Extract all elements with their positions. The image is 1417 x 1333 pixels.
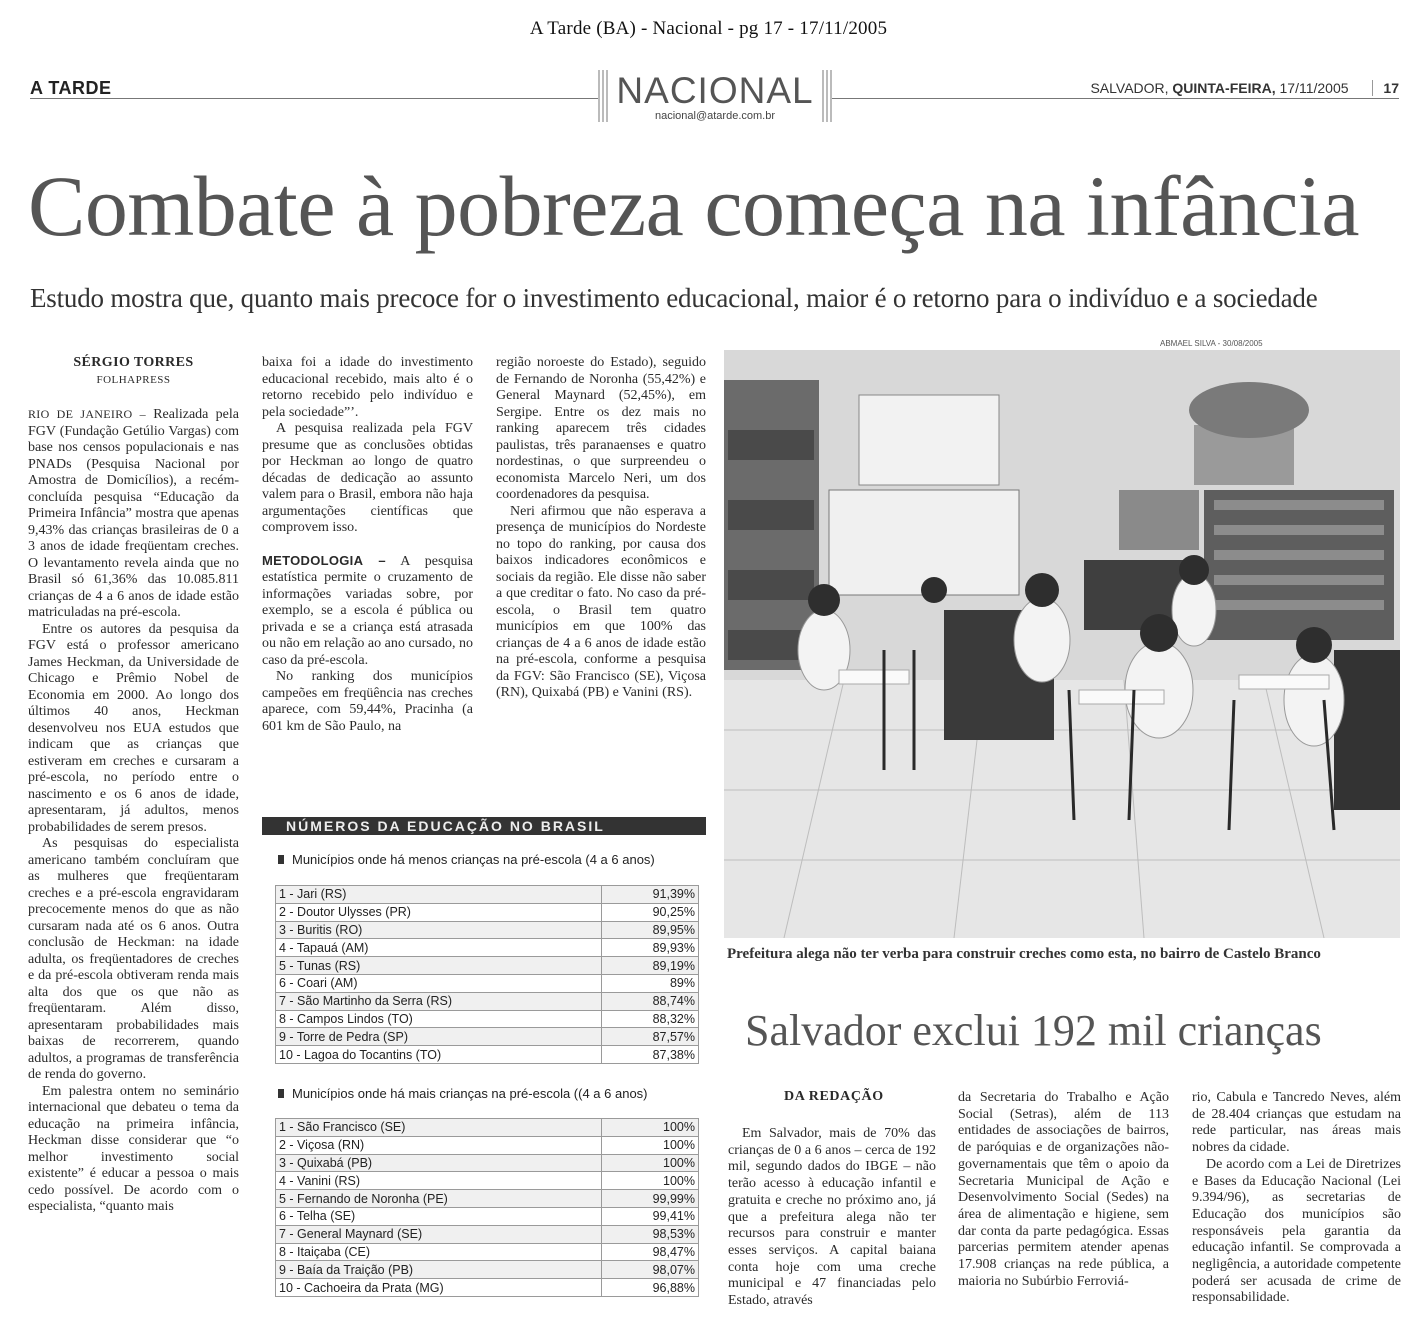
dateline — [1090, 80, 1399, 96]
municipality-name: 1 - São Francisco (SE) — [276, 1119, 602, 1137]
percentage-value: 98,07% — [602, 1261, 699, 1279]
dateline-date: 17/11/2005 — [1279, 80, 1349, 96]
municipality-name: 5 - Tunas (RS) — [276, 957, 602, 975]
municipality-name: 7 - São Martinho da Serra (RS) — [276, 992, 602, 1010]
percentage-value: 89,95% — [602, 921, 699, 939]
subheadline: Estudo mostra que, quanto mais precoce for o investimento educacional, maior é o retorno para o indivíduo e a sociedade — [30, 283, 1318, 313]
table1-heading-text: Municípios onde há menos crianças na pré-escola (4 a 6 anos) — [292, 852, 655, 867]
municipality-name: 3 - Buritis (RO) — [276, 921, 602, 939]
table-row — [276, 886, 699, 904]
table-row — [276, 1010, 699, 1028]
municipality-name: 2 - Doutor Ulysses (PR) — [276, 903, 602, 921]
municipality-name: 6 - Telha (SE) — [276, 1207, 602, 1225]
article-column-1 — [28, 355, 239, 1216]
section-banner — [598, 70, 832, 126]
sidebar-column-2 — [958, 1090, 1169, 1290]
table-most-preschool — [275, 1118, 699, 1297]
table2-heading — [278, 1086, 648, 1101]
infobox-title: NÚMEROS DA EDUCAÇÃO NO BRASIL — [262, 817, 706, 835]
dateline-city: SALVADOR, — [1090, 80, 1169, 96]
table-row — [276, 903, 699, 921]
municipality-name: 4 - Tapauá (AM) — [276, 939, 602, 957]
table-row — [276, 1207, 699, 1225]
municipality-name: 7 - General Maynard (SE) — [276, 1225, 602, 1243]
headline: Combate à pobreza começa na infância — [28, 158, 1359, 254]
percentage-value: 100% — [602, 1172, 699, 1190]
table-row — [276, 957, 699, 975]
classroom-photo-image — [724, 350, 1400, 938]
municipality-name: 3 - Quixabá (PB) — [276, 1154, 602, 1172]
page-header: A Tarde (BA) - Nacional - pg 17 - 17/11/2005 — [529, 18, 888, 39]
article-paragraph: Neri afirmou que não esperava a presença de municípios do Nordeste no topo do ranking, por causa dos baixos indicadores econômicos e sociais da região. Ele disse não saber a que creditar o fato. No caso da pré-escola, o Brasil tem quatro municípios em que 100% das crianças de 4 a 6 anos de idade estão na pré-escola, conforme a pesquisa da FGV: São Francisco (SE), Viçosa (RN), Quixabá (PB) e Vanini (RS). — [496, 503, 706, 700]
table-row — [276, 1190, 699, 1208]
municipality-name: 10 - Cachoeira da Prata (MG) — [276, 1279, 602, 1297]
article-paragraph — [28, 406, 239, 622]
article-paragraph: baixa foi a idade do investimento educacional recebido, mais alto é o retorno recebido pelo indivíduo e pela sociedade”’. — [262, 355, 473, 420]
percentage-value: 98,47% — [602, 1243, 699, 1261]
article-paragraph: rio, Cabula e Tancredo Neves, além de 28.404 crianças que estudam na rede particular, nas áreas mais nobres da cidade. — [1192, 1090, 1401, 1156]
sidebar-byline: DA REDAÇÃO — [784, 1089, 884, 1104]
article-paragraph — [262, 553, 473, 670]
percentage-value: 100% — [602, 1154, 699, 1172]
newspaper-logo: A TARDE — [30, 78, 112, 98]
article-column-2 — [262, 355, 473, 735]
table-row — [276, 992, 699, 1010]
bullet-square-icon — [278, 855, 284, 864]
municipality-name: 4 - Vanini (RS) — [276, 1172, 602, 1190]
section-kicker: METODOLOGIA – — [262, 552, 386, 568]
percentage-value: 99,99% — [602, 1190, 699, 1208]
photo-credit: ABMAEL SILVA - 30/08/2005 — [1160, 339, 1263, 348]
percentage-value: 98,53% — [602, 1225, 699, 1243]
table-row — [276, 1154, 699, 1172]
sidebar-column-1 — [728, 1126, 936, 1310]
municipality-name: 8 - Campos Lindos (TO) — [276, 1010, 602, 1028]
article-paragraph: Em palestra ontem no seminário internacional que debateu o tema da educação na primeira infância, Heckman disse considerar que “o melhor investimento social existente” é educar a pessoa o mais cedo possível. De acordo com o especialista, “quanto mais — [28, 1083, 239, 1214]
percentage-value: 89% — [602, 974, 699, 992]
percentage-value: 99,41% — [602, 1207, 699, 1225]
percentage-value: 90,25% — [602, 903, 699, 921]
table2-heading-text: Municípios onde há mais crianças na pré-escola ((4 a 6 anos) — [292, 1086, 648, 1101]
bullet-square-icon — [278, 1089, 284, 1098]
section-name: NACIONAL — [616, 70, 814, 111]
table-least-preschool — [275, 885, 699, 1064]
page-number: 17 — [1372, 80, 1399, 96]
percentage-value: 91,39% — [602, 886, 699, 904]
percentage-value: 89,93% — [602, 939, 699, 957]
article-paragraph: A pesquisa realizada pela FGV presume que as conclusões obtidas por Heckman ao longo de quatro décadas de dedicação ao assunto valem para o Brasil, embora não haja argumentações científicas que comprovem isso. — [262, 421, 473, 535]
table-row — [276, 1225, 699, 1243]
article-paragraph: Em Salvador, mais de 70% das crianças de 0 a 6 anos – cerca de 192 mil, segundo dados do IBGE – não terão acesso à educação infantil e gratuita e creche no próximo ano, já que a prefeitura alega não ter recursos para construir e manter esses serviços. A capital baiana conta hoje com uma creche municipal e 47 financiadas pelo Estado, através — [728, 1126, 936, 1309]
percentage-value: 88,32% — [602, 1010, 699, 1028]
percentage-value: 100% — [602, 1136, 699, 1154]
municipality-name: 5 - Fernando de Noronha (PE) — [276, 1190, 602, 1208]
municipality-name: 8 - Itaiçaba (CE) — [276, 1243, 602, 1261]
percentage-value: 96,88% — [602, 1279, 699, 1297]
table-row — [276, 1136, 699, 1154]
photo-caption: Prefeitura alega não ter verba para construir creches como esta, no bairro de Castelo Branco — [727, 946, 1321, 962]
table-row — [276, 1279, 699, 1297]
municipality-name: 9 - Torre de Pedra (SP) — [276, 1028, 602, 1046]
table-row — [276, 1243, 699, 1261]
dateline-weekday: QUINTA-FEIRA, — [1172, 80, 1276, 96]
byline-author: SÉRGIO TORRES — [73, 355, 194, 370]
article-paragraph: As pesquisas do especialista americano também concluíram que as mulheres que freqüentaram creches e a pré-escola engravidaram precocemente menos do que as não cursaram nada até os 6 anos. Outra conclusão de Heckman: na idade adulta, os freqüentadores de creches e da pré-escola obtiveram renda mais alta dos que os que não as freqüentaram. Além disso, apresentaram probabilidades mais baixas de recorrerem, quando adultos, a programas de transferência de renda do governo. — [28, 836, 239, 1082]
percentage-value: 87,38% — [602, 1046, 699, 1064]
classroom-photo — [724, 350, 1400, 938]
article-paragraph: Entre os autores da pesquisa da FGV está o professor americano James Heckman, da Universidade de Chicago e Prêmio Nobel de Economia em 2000. Ao longo dos últimos 40 anos, Heckman desenvolveu nos EUA estudos que indicam que as crianças que estiveram em creches e cursaram a pré-escola, no período entre o nascimento e os 6 anos de idade, apresentaram, já adultos, menos probabilidades de serem presos. — [28, 621, 239, 835]
article-column-3 — [496, 355, 706, 702]
section-banner-left-bars — [598, 70, 608, 122]
article-text: A pesquisa estatística permite o cruzamento de informações variadas sobre, por exemplo, se a escola é pública ou privada e se a criança está atrasada ou não em relação ao ano cursado, no caso da pré-escola. — [262, 553, 473, 668]
sidebar-headline: Salvador exclui 192 mil crianças — [745, 1006, 1322, 1055]
table-row — [276, 1028, 699, 1046]
article-paragraph: No ranking dos municípios campeões em freqüência nas creches aparece, com 59,44%, Pracinha (a 601 km de São Paulo, na — [262, 669, 473, 734]
article-dateline: RIO DE JANEIRO – — [28, 407, 146, 421]
table1-heading — [278, 852, 655, 867]
article-paragraph: região noroeste do Estado), seguido de Fernando de Noronha (55,42%) e General Maynard (52,45%), em Sergipe. Entre os dez mais no ranking aparecem três cidades paulistas, três paranaenses e quatro nordestinas, o que surpreendeu o economista Marcelo Neri, um dos coordenadores da pesquisa. — [496, 355, 706, 502]
table-row — [276, 939, 699, 957]
municipality-name: 1 - Jari (RS) — [276, 886, 602, 904]
table-row — [276, 1261, 699, 1279]
percentage-value: 87,57% — [602, 1028, 699, 1046]
table-row — [276, 921, 699, 939]
section-banner-right-bars — [822, 70, 832, 122]
municipality-name: 10 - Lagoa do Tocantins (TO) — [276, 1046, 602, 1064]
table-row — [276, 1046, 699, 1064]
table-row — [276, 1172, 699, 1190]
percentage-value: 88,74% — [602, 992, 699, 1010]
byline-agency: FOLHAPRESS — [96, 373, 171, 386]
article-paragraph: da Secretaria do Trabalho e Ação Social (Setras), além de 113 entidades de associações de bairros, de paróquias e de organizações não-governamentais que têm o apoio da Secretaria Municipal de Ação e Desenvolvimento Social (Sedes) na área de alimentação e higiene, sem dar conta da parte pedagógica. Essas parcerias permitem atender apenas 17.908 crianças na rede pública, a maioria no Subúrbio Ferroviá- — [958, 1090, 1169, 1289]
table-row — [276, 1119, 699, 1137]
municipality-name: 9 - Baía da Traição (PB) — [276, 1261, 602, 1279]
percentage-value: 100% — [602, 1119, 699, 1137]
table-row — [276, 974, 699, 992]
sidebar-column-3 — [1192, 1090, 1401, 1307]
percentage-value: 89,19% — [602, 957, 699, 975]
section-email: nacional@atarde.com.br — [654, 110, 775, 122]
article-text: Realizada pela FGV (Fundação Getúlio Vargas) com base nos censos populacionais e nas PNADs (Pesquisa Nacional por Amostra de Domicílios), a recém-concluída pesquisa “Educação da Primeira Infância” mostra que apenas 9,43% das crianças brasileiras de 0 a 3 anos de idade freqüentam creches. O levantamento revela ainda que no Brasil só 61,36% das 10.085.811 crianças de 4 a 6 anos de idade estão matriculadas na pré-escola. — [28, 407, 239, 620]
municipality-name: 2 - Viçosa (RN) — [276, 1136, 602, 1154]
article-paragraph: De acordo com a Lei de Diretrizes e Bases da Educação Nacional (Lei 9.394/96), as secretarias de Educação dos municípios são responsáveis pela garantia da educação infantil. Se comprovada a negligência, a autoridade competente poderá ser acusada de crime de responsabilidade. — [1192, 1156, 1401, 1306]
municipality-name: 6 - Coari (AM) — [276, 974, 602, 992]
